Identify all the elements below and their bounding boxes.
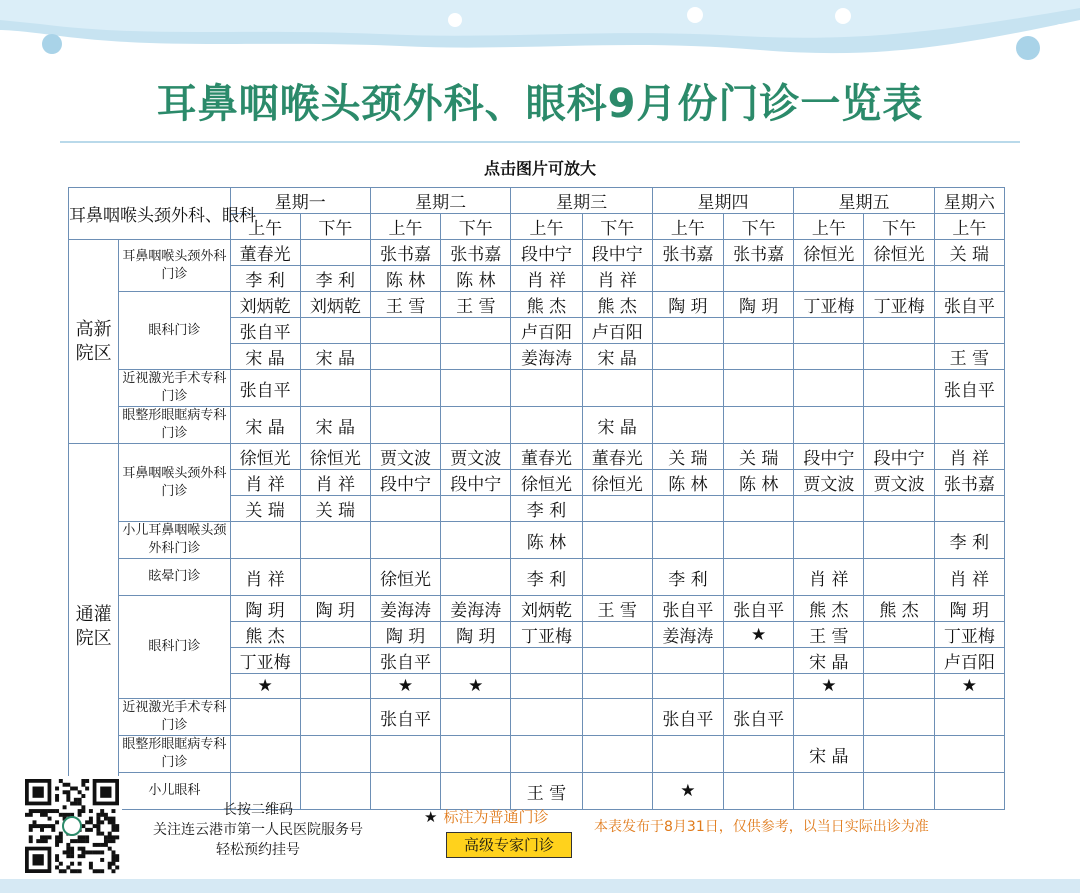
doctor-cell: 贾文波 [864,470,934,496]
legend-expert-clinic: 高级专家门诊 [446,832,572,858]
day-header: 星期三 [511,188,652,214]
doctor-cell [864,622,934,648]
doctor-cell [934,699,1004,736]
doctor-cell [794,407,864,444]
doctor-cell [300,559,370,596]
doctor-cell [582,736,652,773]
doctor-cell: 张自平 [934,292,1004,318]
doctor-cell [652,266,723,292]
doctor-cell [582,699,652,736]
header-wave-decoration [0,0,1080,70]
doctor-cell: 宋 晶 [300,344,370,370]
clinic-label: 眼整形眼眶病专科门诊 [119,736,230,773]
doctor-cell: 张自平 [230,318,300,344]
doctor-cell [934,407,1004,444]
doctor-cell: 卢百阳 [582,318,652,344]
doctor-cell: ★ [724,622,794,648]
doctor-cell: 宋 晶 [794,736,864,773]
day-header: 星期五 [794,188,934,214]
dept-header: 耳鼻咽喉头颈外科、眼科 [69,188,231,240]
clinic-label: 眼科门诊 [119,292,230,370]
doctor-cell: 宋 晶 [582,344,652,370]
doctor-cell: ★ [370,674,440,699]
doctor-cell: 徐恒光 [370,559,440,596]
doctor-cell [724,370,794,407]
doctor-cell [370,318,440,344]
doctor-cell: 李 利 [934,522,1004,559]
doctor-cell: 徐恒光 [300,444,370,470]
doctor-cell [300,648,370,674]
doctor-cell [724,559,794,596]
am-header: 上午 [934,214,1004,240]
doctor-cell [934,266,1004,292]
doctor-cell [300,674,370,699]
pm-header: 下午 [300,214,370,240]
doctor-cell [230,522,300,559]
day-header: 星期二 [370,188,510,214]
doctor-cell [652,522,723,559]
am-header: 上午 [794,214,864,240]
doctor-cell: 丁亚梅 [794,292,864,318]
qr-code[interactable] [22,776,122,876]
doctor-cell [864,522,934,559]
legend-regular-clinic [424,806,548,827]
pm-header: 下午 [724,214,794,240]
doctor-cell: 李 利 [300,266,370,292]
day-header: 星期一 [230,188,370,214]
doctor-cell [652,370,723,407]
doctor-cell [230,699,300,736]
doctor-cell: 李 利 [511,496,582,522]
doctor-cell [300,699,370,736]
doctor-cell [724,496,794,522]
doctor-cell: 王 雪 [511,773,582,810]
doctor-cell: ★ [230,674,300,699]
doctor-cell: 熊 杰 [794,596,864,622]
doctor-cell [230,736,300,773]
doctor-cell [794,370,864,407]
doctor-cell: 关 瑞 [230,496,300,522]
doctor-cell [300,370,370,407]
doctor-cell [300,622,370,648]
am-header: 上午 [230,214,300,240]
doctor-cell: 陶 玥 [370,622,440,648]
doctor-cell: 王 雪 [370,292,440,318]
doctor-cell [441,344,511,370]
doctor-cell: 肖 祥 [230,559,300,596]
qr-instructions [128,800,388,860]
clinic-label: 小儿眼科 [119,773,230,810]
doctor-cell [864,496,934,522]
doctor-cell [441,370,511,407]
doctor-cell [441,648,511,674]
doctor-cell: 李 利 [511,559,582,596]
table-row [69,736,1005,773]
doctor-cell [934,736,1004,773]
clinic-label: 近视激光手术专科门诊 [119,370,230,407]
doctor-cell: 肖 祥 [934,444,1004,470]
doctor-cell: 徐恒光 [794,240,864,266]
doctor-cell: 陶 玥 [724,292,794,318]
doctor-cell [582,522,652,559]
doctor-cell [441,559,511,596]
am-header: 上午 [370,214,440,240]
doctor-cell: 丁亚梅 [864,292,934,318]
day-header: 星期六 [934,188,1004,214]
doctor-cell [582,370,652,407]
doctor-cell: 张书嘉 [441,240,511,266]
doctor-cell: 丁亚梅 [934,622,1004,648]
doctor-cell [864,648,934,674]
doctor-cell: 董春光 [511,444,582,470]
doctor-cell [582,648,652,674]
doctor-cell [794,344,864,370]
doctor-cell [652,674,723,699]
clinic-label: 近视激光手术专科门诊 [119,699,230,736]
doctor-cell [864,736,934,773]
doctor-cell: 陶 玥 [230,596,300,622]
doctor-cell: 姜海涛 [652,622,723,648]
doctor-cell: 张书嘉 [934,470,1004,496]
footer-band [0,879,1080,893]
am-header: 上午 [652,214,723,240]
doctor-cell [864,407,934,444]
doctor-cell [370,522,440,559]
doctor-cell [511,370,582,407]
doctor-cell [511,674,582,699]
table-row [69,444,1005,470]
doctor-cell: 陶 玥 [300,596,370,622]
doctor-cell: 熊 杰 [230,622,300,648]
doctor-cell: 李 利 [230,266,300,292]
doctor-cell: 陈 林 [724,470,794,496]
doctor-cell: 肖 祥 [230,470,300,496]
doctor-cell: 关 瑞 [652,444,723,470]
doctor-cell: 王 雪 [441,292,511,318]
doctor-cell [652,736,723,773]
doctor-cell [441,522,511,559]
doctor-cell [724,648,794,674]
campus-label: 高新院区 [69,240,119,444]
table-row [69,522,1005,559]
am-header: 上午 [511,214,582,240]
doctor-cell: 陈 林 [441,266,511,292]
table-row [69,240,1005,266]
doctor-cell [864,699,934,736]
clinic-label: 眼科门诊 [119,596,230,699]
pm-header: 下午 [582,214,652,240]
doctor-cell [370,344,440,370]
doctor-cell: 刘炳乾 [230,292,300,318]
doctor-cell [794,496,864,522]
doctor-cell: 熊 杰 [511,292,582,318]
doctor-cell [652,407,723,444]
doctor-cell [370,736,440,773]
release-note: 本表发布于8月31日，仅供参考，以当日实际出诊为准 [594,819,929,835]
doctor-cell [652,496,723,522]
doctor-cell: ★ [441,674,511,699]
doctor-cell: 徐恒光 [864,240,934,266]
doctor-cell: 张自平 [724,596,794,622]
doctor-cell [794,266,864,292]
doctor-cell [864,674,934,699]
page-title: 耳鼻咽喉头颈外科、眼科9月份门诊一览表 [156,81,924,127]
doctor-cell [652,318,723,344]
doctor-cell [794,773,864,810]
doctor-cell: 段中宁 [582,240,652,266]
doctor-cell: 王 雪 [582,596,652,622]
doctor-cell [300,318,370,344]
clinic-label: 眼整形眼眶病专科门诊 [119,407,230,444]
doctor-cell: 姜海涛 [370,596,440,622]
doctor-cell: 张自平 [724,699,794,736]
doctor-cell: 丁亚梅 [230,648,300,674]
doctor-cell [441,318,511,344]
doctor-cell: 张书嘉 [724,240,794,266]
doctor-cell: ★ [934,674,1004,699]
doctor-cell: 张书嘉 [370,240,440,266]
clinic-label: 小儿耳鼻咽喉头颈外科门诊 [119,522,230,559]
doctor-cell [724,318,794,344]
clinic-label: 耳鼻咽喉头颈外科门诊 [119,444,230,522]
doctor-cell [370,496,440,522]
doctor-cell [934,773,1004,810]
doctor-cell [864,318,934,344]
doctor-cell [864,344,934,370]
doctor-cell [441,699,511,736]
pm-header: 下午 [441,214,511,240]
doctor-cell: 段中宁 [511,240,582,266]
campus-label: 通灌院区 [69,444,119,810]
doctor-cell [864,773,934,810]
day-header: 星期四 [652,188,793,214]
doctor-cell: 段中宁 [441,470,511,496]
doctor-cell: 张自平 [230,370,300,407]
doctor-cell [724,773,794,810]
doctor-cell: 宋 晶 [794,648,864,674]
doctor-cell: 陈 林 [511,522,582,559]
doctor-cell [370,407,440,444]
doctor-cell [511,736,582,773]
qr-line-3: 轻松预约挂号 [216,842,300,858]
doctor-cell: 陶 玥 [441,622,511,648]
table-row [69,699,1005,736]
doctor-cell [724,344,794,370]
doctor-cell [934,496,1004,522]
doctor-cell: 张自平 [652,596,723,622]
doctor-cell: 王 雪 [934,344,1004,370]
doctor-cell: 徐恒光 [230,444,300,470]
doctor-cell: 肖 祥 [934,559,1004,596]
doctor-cell: 熊 杰 [864,596,934,622]
doctor-cell [441,407,511,444]
doctor-cell [300,522,370,559]
legend-regular-text: 标注为普通门诊 [443,808,549,826]
doctor-cell [794,522,864,559]
doctor-cell [441,496,511,522]
doctor-cell: 卢百阳 [934,648,1004,674]
doctor-cell [582,674,652,699]
doctor-cell: 张自平 [370,648,440,674]
doctor-cell: 董春光 [230,240,300,266]
doctor-cell: 卢百阳 [511,318,582,344]
doctor-cell: 关 瑞 [300,496,370,522]
doctor-cell [511,648,582,674]
clinic-label: 眩晕门诊 [119,559,230,596]
table-row [69,407,1005,444]
pm-header: 下午 [864,214,934,240]
doctor-cell: 宋 晶 [230,344,300,370]
doctor-cell: 张自平 [370,699,440,736]
doctor-cell [370,370,440,407]
doctor-cell: 关 瑞 [724,444,794,470]
doctor-cell [300,240,370,266]
doctor-cell: 徐恒光 [511,470,582,496]
doctor-cell: 陶 玥 [934,596,1004,622]
doctor-cell [441,736,511,773]
doctor-cell: 张自平 [652,699,723,736]
doctor-cell [724,522,794,559]
doctor-cell: 段中宁 [794,444,864,470]
doctor-cell [724,674,794,699]
clinic-label: 耳鼻咽喉头颈外科门诊 [119,240,230,292]
doctor-cell: 宋 晶 [230,407,300,444]
qr-code-icon [25,779,119,873]
doctor-cell: 贾文波 [441,444,511,470]
doctor-cell: 肖 祥 [794,559,864,596]
qr-line-1: 长按二维码 [223,802,293,818]
doctor-cell: 刘炳乾 [300,292,370,318]
doctor-cell: 刘炳乾 [511,596,582,622]
doctor-cell: 宋 晶 [582,407,652,444]
doctor-cell [652,344,723,370]
doctor-cell [724,266,794,292]
doctor-cell [724,407,794,444]
qr-line-2: 关注连云港市第一人民医院服务号 [153,822,363,838]
doctor-cell [864,559,934,596]
doctor-cell [582,496,652,522]
doctor-cell: 李 利 [652,559,723,596]
doctor-cell [934,318,1004,344]
doctor-cell: 肖 祥 [300,470,370,496]
title-divider [60,141,1020,143]
doctor-cell: 董春光 [582,444,652,470]
doctor-cell [724,736,794,773]
doctor-cell [864,266,934,292]
doctor-cell [511,407,582,444]
doctor-cell: 张自平 [934,370,1004,407]
zoom-hint: 点击图片可放大 [483,159,596,178]
doctor-cell [582,773,652,810]
doctor-cell: 王 雪 [794,622,864,648]
star-icon: ★ [424,808,438,826]
doctor-cell: 段中宁 [864,444,934,470]
doctor-cell [652,648,723,674]
table-row [69,596,1005,622]
doctor-cell: 熊 杰 [582,292,652,318]
doctor-cell: 姜海涛 [441,596,511,622]
doctor-cell: ★ [652,773,723,810]
doctor-cell: 宋 晶 [300,407,370,444]
doctor-cell: 关 瑞 [934,240,1004,266]
doctor-cell: 姜海涛 [511,344,582,370]
doctor-cell: 张书嘉 [652,240,723,266]
doctor-cell: 徐恒光 [582,470,652,496]
doctor-cell: 贾文波 [794,470,864,496]
doctor-cell [864,370,934,407]
table-row [69,292,1005,318]
doctor-cell: 丁亚梅 [511,622,582,648]
doctor-cell [582,622,652,648]
doctor-cell: 段中宁 [370,470,440,496]
doctor-cell [794,699,864,736]
doctor-cell: 陈 林 [370,266,440,292]
doctor-cell: 肖 祥 [582,266,652,292]
doctor-cell: 肖 祥 [511,266,582,292]
doctor-cell [511,699,582,736]
doctor-cell: 陶 玥 [652,292,723,318]
table-row [69,559,1005,596]
doctor-cell [582,559,652,596]
table-row [69,370,1005,407]
doctor-cell [300,736,370,773]
doctor-cell: 陈 林 [652,470,723,496]
schedule-table [68,187,1005,810]
doctor-cell [441,773,511,810]
doctor-cell: 贾文波 [370,444,440,470]
doctor-cell: ★ [794,674,864,699]
doctor-cell [794,318,864,344]
